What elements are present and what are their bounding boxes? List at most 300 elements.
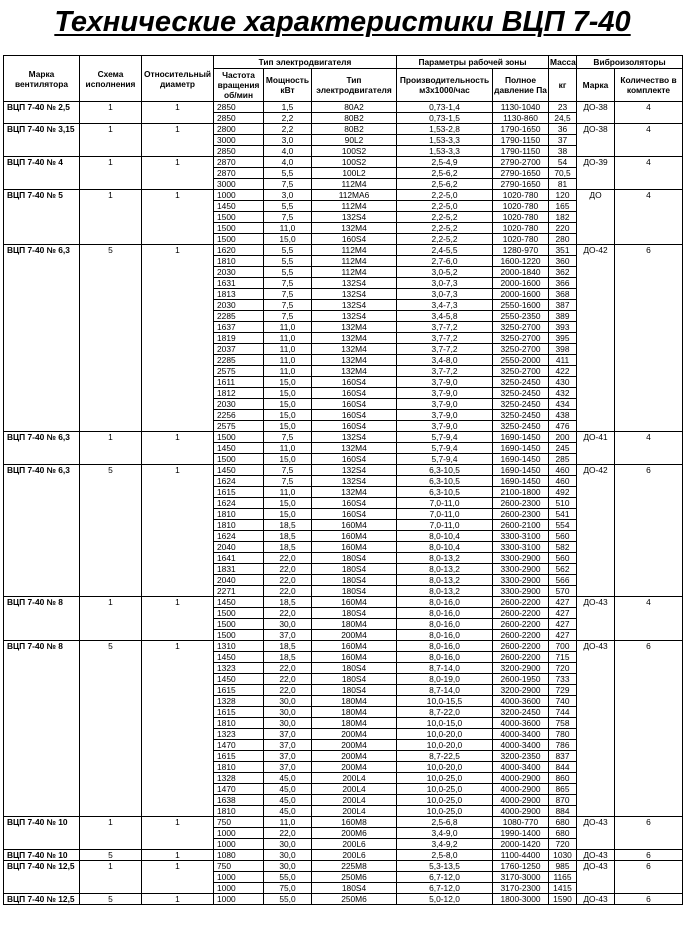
mass-cell: 510 xyxy=(549,498,577,509)
scheme-cell: 1 xyxy=(80,597,142,641)
mass-cell: 460 xyxy=(549,476,577,487)
scheme-cell: 1 xyxy=(80,432,142,465)
pressure-cell: 2000-1600 xyxy=(493,278,549,289)
motor-cell: 112М4 xyxy=(312,201,397,212)
capacity-cell: 10,0-15,5 xyxy=(397,696,493,707)
motor-cell: 180М4 xyxy=(312,718,397,729)
speed-cell: 3000 xyxy=(214,179,264,190)
pressure-cell: 3200-2900 xyxy=(493,685,549,696)
motor-cell: 132S4 xyxy=(312,212,397,223)
pressure-cell: 3250-2450 xyxy=(493,388,549,399)
speed-cell: 1000 xyxy=(214,894,264,905)
vibro-qty-cell: 6 xyxy=(615,817,683,850)
mass-cell: 1030 xyxy=(549,850,577,861)
motor-cell: 132М4 xyxy=(312,223,397,234)
pressure-cell: 1690-1450 xyxy=(493,443,549,454)
motor-cell: 100S2 xyxy=(312,157,397,168)
power-cell: 30,0 xyxy=(264,861,312,872)
speed-cell: 1500 xyxy=(214,223,264,234)
motor-cell: 160М4 xyxy=(312,641,397,652)
motor-cell: 180S4 xyxy=(312,883,397,894)
capacity-cell: 6,3-10,5 xyxy=(397,465,493,476)
mass-cell: 245 xyxy=(549,443,577,454)
power-cell: 22,0 xyxy=(264,553,312,564)
mass-cell: 744 xyxy=(549,707,577,718)
vibro-qty-cell: 6 xyxy=(615,894,683,905)
pressure-cell: 3250-2450 xyxy=(493,421,549,432)
mass-cell: 427 xyxy=(549,619,577,630)
capacity-cell: 7,0-11,0 xyxy=(397,509,493,520)
power-cell: 30,0 xyxy=(264,718,312,729)
mass-cell: 36 xyxy=(549,124,577,135)
mass-cell: 389 xyxy=(549,311,577,322)
motor-cell: 200L4 xyxy=(312,784,397,795)
motor-cell: 180S4 xyxy=(312,553,397,564)
fan-model: ВЦП 7-40 № 8 xyxy=(4,597,80,641)
speed-cell: 1450 xyxy=(214,652,264,663)
capacity-cell: 8,7-22,5 xyxy=(397,751,493,762)
pressure-cell: 2100-1800 xyxy=(493,487,549,498)
capacity-cell: 3,4-9,2 xyxy=(397,839,493,850)
capacity-cell: 10,0-20,0 xyxy=(397,740,493,751)
header-vibro-qty: Количество в комплекте xyxy=(615,69,683,102)
pressure-cell: 3300-2900 xyxy=(493,553,549,564)
motor-cell: 200М4 xyxy=(312,762,397,773)
table-row xyxy=(4,894,683,905)
capacity-cell: 6,3-10,5 xyxy=(397,487,493,498)
speed-cell: 1624 xyxy=(214,498,264,509)
power-cell: 2,2 xyxy=(264,113,312,124)
mass-cell: 541 xyxy=(549,509,577,520)
motor-cell: 200М4 xyxy=(312,630,397,641)
capacity-cell: 10,0-25,0 xyxy=(397,795,493,806)
pressure-cell: 1790-1150 xyxy=(493,146,549,157)
mass-cell: 566 xyxy=(549,575,577,586)
motor-cell: 80В2 xyxy=(312,113,397,124)
mass-cell: 393 xyxy=(549,322,577,333)
motor-cell: 132S4 xyxy=(312,278,397,289)
pressure-cell: 1020-780 xyxy=(493,201,549,212)
motor-cell: 132М4 xyxy=(312,322,397,333)
mass-cell: 220 xyxy=(549,223,577,234)
mass-cell: 476 xyxy=(549,421,577,432)
scheme-cell: 5 xyxy=(80,245,142,432)
vibro-qty-cell: 4 xyxy=(615,597,683,641)
speed-cell: 750 xyxy=(214,817,264,828)
scheme-cell: 1 xyxy=(80,102,142,124)
capacity-cell: 6,7-12,0 xyxy=(397,872,493,883)
capacity-cell: 5,3-13,5 xyxy=(397,861,493,872)
diameter-cell: 1 xyxy=(142,190,214,245)
capacity-cell: 10,0-20,0 xyxy=(397,729,493,740)
vibro-qty-cell: 4 xyxy=(615,124,683,157)
speed-cell: 2575 xyxy=(214,366,264,377)
vibro-brand-cell: ДО-38 xyxy=(577,102,615,124)
mass-cell: 985 xyxy=(549,861,577,872)
mass-cell: 70,5 xyxy=(549,168,577,179)
capacity-cell: 2,5-4,9 xyxy=(397,157,493,168)
speed-cell: 1631 xyxy=(214,278,264,289)
mass-cell: 368 xyxy=(549,289,577,300)
pressure-cell: 4000-3600 xyxy=(493,696,549,707)
vibro-qty-cell: 4 xyxy=(615,190,683,245)
speed-cell: 1810 xyxy=(214,256,264,267)
pressure-cell: 1020-780 xyxy=(493,234,549,245)
pressure-cell: 3170-2300 xyxy=(493,883,549,894)
motor-cell: 132М4 xyxy=(312,443,397,454)
vibro-qty-cell: 6 xyxy=(615,245,683,432)
mass-cell: 432 xyxy=(549,388,577,399)
scheme-cell: 5 xyxy=(80,641,142,817)
power-cell: 7,5 xyxy=(264,476,312,487)
speed-cell: 1500 xyxy=(214,212,264,223)
speed-cell: 1615 xyxy=(214,707,264,718)
mass-cell: 680 xyxy=(549,828,577,839)
capacity-cell: 3,7-9,0 xyxy=(397,399,493,410)
pressure-cell: 3200-2350 xyxy=(493,751,549,762)
motor-cell: 225М8 xyxy=(312,861,397,872)
diameter-cell: 1 xyxy=(142,102,214,124)
pressure-cell: 3250-2700 xyxy=(493,333,549,344)
motor-cell: 180S4 xyxy=(312,674,397,685)
scheme-cell: 1 xyxy=(80,190,142,245)
pressure-cell: 4000-2900 xyxy=(493,784,549,795)
motor-cell: 200L6 xyxy=(312,839,397,850)
power-cell: 11,0 xyxy=(264,344,312,355)
motor-cell: 180S4 xyxy=(312,663,397,674)
header-motor-type: Тип электродвигателя xyxy=(214,56,397,69)
motor-cell: 132S4 xyxy=(312,465,397,476)
power-cell: 22,0 xyxy=(264,575,312,586)
speed-cell: 1810 xyxy=(214,762,264,773)
speed-cell: 2870 xyxy=(214,157,264,168)
diameter-cell: 1 xyxy=(142,245,214,432)
capacity-cell: 8,7-14,0 xyxy=(397,663,493,674)
table-row xyxy=(4,817,683,828)
power-cell: 7,5 xyxy=(264,465,312,476)
table-row xyxy=(4,245,683,256)
capacity-cell: 1,53-2,8 xyxy=(397,124,493,135)
fan-model: ВЦП 7-40 № 12,5 xyxy=(4,894,80,905)
pressure-cell: 2600-2200 xyxy=(493,608,549,619)
header-mass: Масса xyxy=(550,57,576,67)
capacity-cell: 10,0-25,0 xyxy=(397,806,493,817)
power-cell: 2,2 xyxy=(264,124,312,135)
capacity-cell: 8,0-10,4 xyxy=(397,542,493,553)
speed-cell: 1450 xyxy=(214,674,264,685)
motor-cell: 250М6 xyxy=(312,894,397,905)
pressure-cell: 3300-2900 xyxy=(493,575,549,586)
power-cell: 22,0 xyxy=(264,564,312,575)
capacity-cell: 3,7-9,0 xyxy=(397,421,493,432)
capacity-cell: 2,2-5,2 xyxy=(397,212,493,223)
speed-cell: 1615 xyxy=(214,685,264,696)
mass-cell: 700 xyxy=(549,641,577,652)
capacity-cell: 2,7-6,0 xyxy=(397,256,493,267)
speed-cell: 2037 xyxy=(214,344,264,355)
power-cell: 18,5 xyxy=(264,542,312,553)
capacity-cell: 8,0-16,0 xyxy=(397,641,493,652)
diameter-cell: 1 xyxy=(142,432,214,465)
speed-cell: 1810 xyxy=(214,718,264,729)
motor-cell: 200М6 xyxy=(312,828,397,839)
fan-model: ВЦП 7-40 № 6,3 xyxy=(4,465,80,597)
capacity-cell: 0,73-1,5 xyxy=(397,113,493,124)
pressure-cell: 1130-1040 xyxy=(493,102,549,113)
motor-cell: 160S4 xyxy=(312,421,397,432)
mass-cell: 786 xyxy=(549,740,577,751)
capacity-cell: 0,73-1,4 xyxy=(397,102,493,113)
fan-model: ВЦП 7-40 № 3,15 xyxy=(4,124,80,157)
fan-model: ВЦП 7-40 № 5 xyxy=(4,190,80,245)
motor-cell: 112М4 xyxy=(312,179,397,190)
speed-cell: 1470 xyxy=(214,740,264,751)
capacity-cell: 8,0-13,2 xyxy=(397,586,493,597)
fan-model: ВЦП 7-40 № 10 xyxy=(4,850,80,861)
speed-cell: 1638 xyxy=(214,795,264,806)
speed-cell: 1470 xyxy=(214,784,264,795)
power-cell: 5,5 xyxy=(264,201,312,212)
scheme-cell: 5 xyxy=(80,465,142,597)
pressure-cell: 2600-1950 xyxy=(493,674,549,685)
speed-cell: 2271 xyxy=(214,586,264,597)
diameter-cell: 1 xyxy=(142,124,214,157)
mass-cell: 427 xyxy=(549,608,577,619)
speed-cell: 1000 xyxy=(214,839,264,850)
speed-cell: 1323 xyxy=(214,663,264,674)
capacity-cell: 8,0-13,2 xyxy=(397,553,493,564)
vibro-qty-cell: 6 xyxy=(615,850,683,861)
mass-cell: 1590 xyxy=(549,894,577,905)
mass-cell: 182 xyxy=(549,212,577,223)
motor-cell: 80В2 xyxy=(312,124,397,135)
pressure-cell: 2550-2350 xyxy=(493,311,549,322)
mass-cell: 351 xyxy=(549,245,577,256)
mass-cell: 1165 xyxy=(549,872,577,883)
capacity-cell: 2,2-5,0 xyxy=(397,190,493,201)
motor-cell: 200L4 xyxy=(312,806,397,817)
speed-cell: 2850 xyxy=(214,113,264,124)
capacity-cell: 8,7-22,0 xyxy=(397,707,493,718)
speed-cell: 1615 xyxy=(214,487,264,498)
power-cell: 5,5 xyxy=(264,256,312,267)
speed-cell: 1328 xyxy=(214,696,264,707)
pressure-cell: 2000-1840 xyxy=(493,267,549,278)
motor-cell: 200L4 xyxy=(312,773,397,784)
speed-cell: 2285 xyxy=(214,311,264,322)
speed-cell: 2256 xyxy=(214,410,264,421)
pressure-cell: 1690-1450 xyxy=(493,432,549,443)
mass-cell: 837 xyxy=(549,751,577,762)
pressure-cell: 3250-2700 xyxy=(493,322,549,333)
vibro-qty-cell: 6 xyxy=(615,641,683,817)
power-cell: 11,0 xyxy=(264,366,312,377)
speed-cell: 1813 xyxy=(214,289,264,300)
motor-cell: 160S4 xyxy=(312,509,397,520)
header-model: Марка вентилятора xyxy=(4,56,80,102)
power-cell: 11,0 xyxy=(264,487,312,498)
pressure-cell: 3170-3000 xyxy=(493,872,549,883)
speed-cell: 1624 xyxy=(214,531,264,542)
pressure-cell: 2600-2200 xyxy=(493,619,549,630)
capacity-cell: 10,0-15,0 xyxy=(397,718,493,729)
power-cell: 11,0 xyxy=(264,223,312,234)
pressure-cell: 2600-2300 xyxy=(493,498,549,509)
pressure-cell: 1020-780 xyxy=(493,190,549,201)
motor-cell: 160S4 xyxy=(312,498,397,509)
speed-cell: 1831 xyxy=(214,564,264,575)
power-cell: 37,0 xyxy=(264,630,312,641)
speed-cell: 1620 xyxy=(214,245,264,256)
header-motor: Тип электродвигателя xyxy=(312,69,397,102)
capacity-cell: 3,4-5,8 xyxy=(397,311,493,322)
mass-cell: 729 xyxy=(549,685,577,696)
mass-cell: 562 xyxy=(549,564,577,575)
page-title: Технические характеристики ВЦП 7-40 xyxy=(54,6,631,38)
capacity-cell: 3,4-7,3 xyxy=(397,300,493,311)
motor-cell: 160М4 xyxy=(312,652,397,663)
mass-cell: 200 xyxy=(549,432,577,443)
pressure-cell: 2000-1420 xyxy=(493,839,549,850)
mass-cell: 860 xyxy=(549,773,577,784)
header-power: Мощность кВт xyxy=(264,69,312,102)
table-row xyxy=(4,597,683,608)
motor-cell: 132S4 xyxy=(312,476,397,487)
capacity-cell: 10,0-25,0 xyxy=(397,784,493,795)
vibro-qty-cell: 4 xyxy=(615,102,683,124)
pressure-cell: 1020-780 xyxy=(493,223,549,234)
speed-cell: 1310 xyxy=(214,641,264,652)
pressure-cell: 2600-2300 xyxy=(493,509,549,520)
speed-cell: 1080 xyxy=(214,850,264,861)
motor-cell: 200М4 xyxy=(312,740,397,751)
power-cell: 55,0 xyxy=(264,894,312,905)
mass-cell: 434 xyxy=(549,399,577,410)
power-cell: 15,0 xyxy=(264,234,312,245)
vibro-qty-cell: 4 xyxy=(615,432,683,465)
power-cell: 3,0 xyxy=(264,135,312,146)
diameter-cell: 1 xyxy=(142,641,214,817)
pressure-cell: 2600-2200 xyxy=(493,597,549,608)
motor-cell: 160S4 xyxy=(312,234,397,245)
power-cell: 37,0 xyxy=(264,751,312,762)
power-cell: 18,5 xyxy=(264,531,312,542)
power-cell: 15,0 xyxy=(264,498,312,509)
vibro-brand-cell: ДО-43 xyxy=(577,850,615,861)
vibro-qty-cell: 6 xyxy=(615,465,683,597)
speed-cell: 2850 xyxy=(214,146,264,157)
capacity-cell: 10,0-25,0 xyxy=(397,773,493,784)
mass-cell: 560 xyxy=(549,531,577,542)
scheme-cell: 1 xyxy=(80,124,142,157)
power-cell: 45,0 xyxy=(264,795,312,806)
table-row xyxy=(4,861,683,872)
capacity-cell: 6,3-10,5 xyxy=(397,476,493,487)
speed-cell: 2800 xyxy=(214,124,264,135)
speed-cell: 1500 xyxy=(214,608,264,619)
pressure-cell: 2600-2200 xyxy=(493,641,549,652)
pressure-cell: 3250-2450 xyxy=(493,399,549,410)
header-pressure: Полное давление Па xyxy=(493,69,549,102)
mass-cell: 422 xyxy=(549,366,577,377)
power-cell: 18,5 xyxy=(264,597,312,608)
pressure-cell: 1080-770 xyxy=(493,817,549,828)
motor-cell: 160S4 xyxy=(312,410,397,421)
diameter-cell: 1 xyxy=(142,850,214,861)
mass-cell: 387 xyxy=(549,300,577,311)
fan-model: ВЦП 7-40 № 10 xyxy=(4,817,80,850)
mass-cell: 870 xyxy=(549,795,577,806)
pressure-cell: 3250-2450 xyxy=(493,377,549,388)
mass-cell: 366 xyxy=(549,278,577,289)
vibro-brand-cell: ДО-38 xyxy=(577,124,615,157)
power-cell: 37,0 xyxy=(264,729,312,740)
capacity-cell: 10,0-20,0 xyxy=(397,762,493,773)
mass-cell: 360 xyxy=(549,256,577,267)
speed-cell: 1812 xyxy=(214,388,264,399)
capacity-cell: 3,4-9,0 xyxy=(397,828,493,839)
capacity-cell: 8,0-16,0 xyxy=(397,597,493,608)
pressure-cell: 4000-3400 xyxy=(493,729,549,740)
capacity-cell: 3,7-9,0 xyxy=(397,410,493,421)
capacity-cell: 1,53-3,3 xyxy=(397,146,493,157)
motor-cell: 160М4 xyxy=(312,531,397,542)
header-scheme: Схема исполнения xyxy=(80,56,142,102)
power-cell: 7,5 xyxy=(264,179,312,190)
pressure-cell: 1790-1650 xyxy=(493,124,549,135)
power-cell: 15,0 xyxy=(264,377,312,388)
mass-cell: 720 xyxy=(549,663,577,674)
power-cell: 7,5 xyxy=(264,212,312,223)
pressure-cell: 1280-970 xyxy=(493,245,549,256)
motor-cell: 160S4 xyxy=(312,377,397,388)
pressure-cell: 4000-3400 xyxy=(493,740,549,751)
scheme-cell: 5 xyxy=(80,894,142,905)
capacity-cell: 2,5-6,2 xyxy=(397,179,493,190)
capacity-cell: 8,0-10,4 xyxy=(397,531,493,542)
power-cell: 4,0 xyxy=(264,146,312,157)
capacity-cell: 8,0-16,0 xyxy=(397,608,493,619)
power-cell: 30,0 xyxy=(264,619,312,630)
motor-cell: 180М4 xyxy=(312,619,397,630)
power-cell: 22,0 xyxy=(264,674,312,685)
header-speed: Частота вращения об/мин xyxy=(214,69,264,102)
pressure-cell: 2790-2700 xyxy=(493,157,549,168)
power-cell: 5,5 xyxy=(264,245,312,256)
mass-cell: 23 xyxy=(549,102,577,113)
mass-cell: 844 xyxy=(549,762,577,773)
fan-model: ВЦП 7-40 № 6,3 xyxy=(4,245,80,432)
mass-cell: 560 xyxy=(549,553,577,564)
pressure-cell: 1790-1150 xyxy=(493,135,549,146)
capacity-cell: 2,4-5,5 xyxy=(397,245,493,256)
speed-cell: 1819 xyxy=(214,333,264,344)
mass-cell: 285 xyxy=(549,454,577,465)
power-cell: 22,0 xyxy=(264,828,312,839)
pressure-cell: 2550-1600 xyxy=(493,300,549,311)
power-cell: 11,0 xyxy=(264,333,312,344)
speed-cell: 1450 xyxy=(214,597,264,608)
fan-model: ВЦП 7-40 № 8 xyxy=(4,641,80,817)
power-cell: 37,0 xyxy=(264,740,312,751)
scheme-cell: 1 xyxy=(80,861,142,894)
speed-cell: 1000 xyxy=(214,883,264,894)
pressure-cell: 4000-2900 xyxy=(493,795,549,806)
table-row xyxy=(4,157,683,168)
fan-model: ВЦП 7-40 № 6,3 xyxy=(4,432,80,465)
header-vibro: Виброизоляторы xyxy=(577,56,683,69)
capacity-cell: 2,5-6,2 xyxy=(397,168,493,179)
